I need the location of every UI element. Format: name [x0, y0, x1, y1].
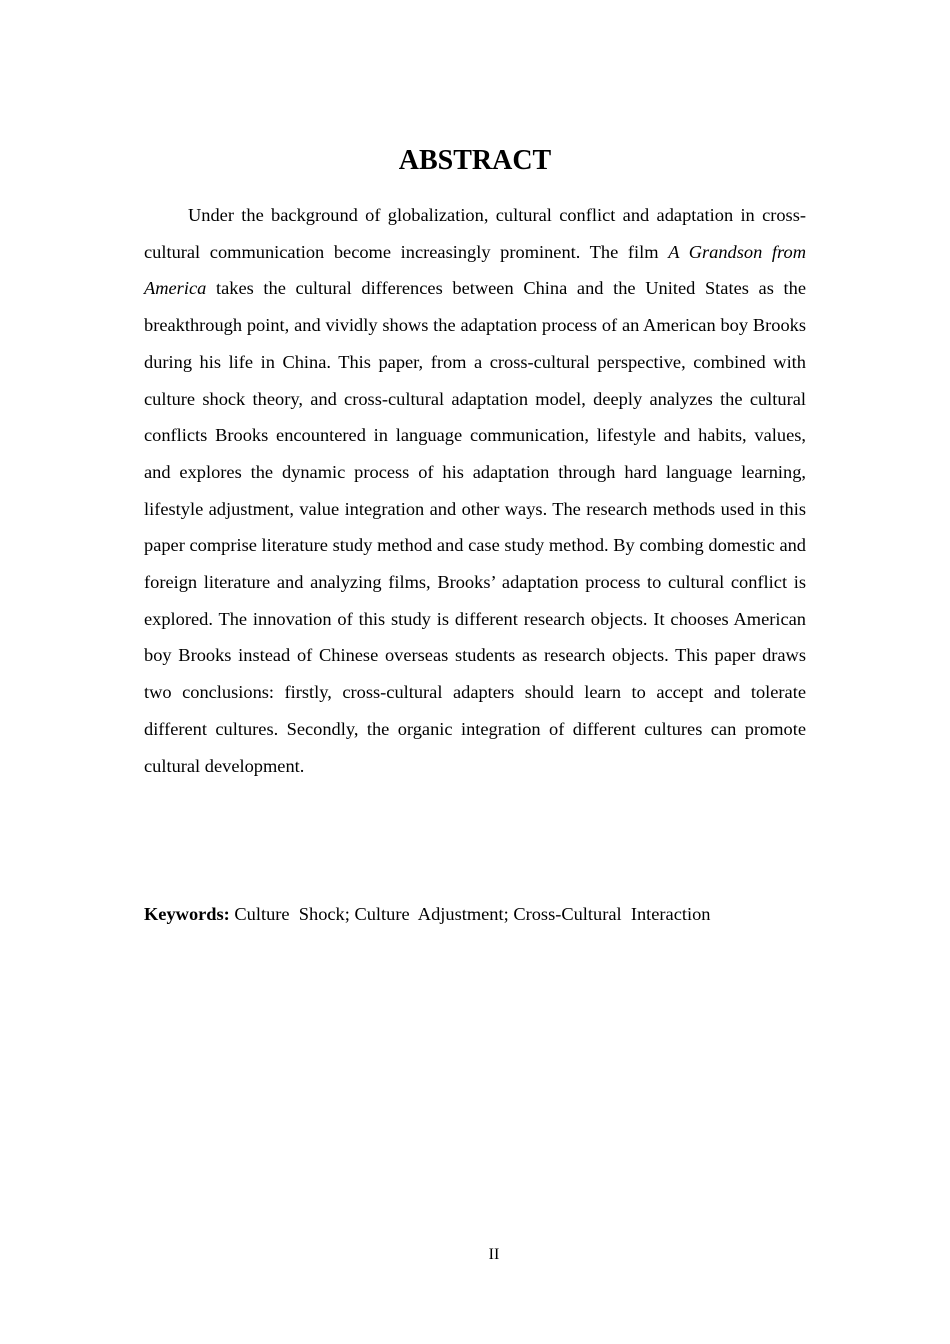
abstract-text-intro: Under the background of globalization, cultural conflict and adaptation in cross-cultural communication become increasingly prominent. The film — [144, 205, 806, 262]
film-title: A Grandson from America — [144, 241, 806, 299]
abstract-paragraph — [144, 197, 806, 784]
keywords-value: Culture Shock; Culture Adjustment; Cross-Cultural Interaction — [229, 904, 711, 924]
keywords-line — [144, 896, 806, 932]
keywords-label: Keywords: — [144, 904, 230, 924]
page-number: II — [488, 1246, 500, 1263]
abstract-text-main: takes the cultural differences between China and the United States as the breakthrough point, and vividly shows the adaptation process of an American boy Brooks during his life in China. This paper, from a cross-cultural perspective, combined with culture shock theory, and cross-cultural adaptation model, deeply analyzes the cultural conflicts Brooks encountered in language communication, lifestyle and habits, values, and explores the dynamic process of his adaptation through hard language learning, lifestyle adjustment, value integration and other ways. The research methods used in this paper comprise literature study method and case study method. By combing domestic and foreign literature and analyzing films, Brooks’ adaptation process to cultural conflict is explored. The innovation of this study is different research objects. It chooses American boy Brooks instead of Chinese overseas students as research objects. This paper draws two conclusions: firstly, cross-cultural adapters should learn to accept and tolerate different cultures. Secondly, the organic integration of different cultures can promote cultural development. — [144, 278, 806, 776]
abstract-heading: ABSTRACT — [398, 145, 552, 176]
